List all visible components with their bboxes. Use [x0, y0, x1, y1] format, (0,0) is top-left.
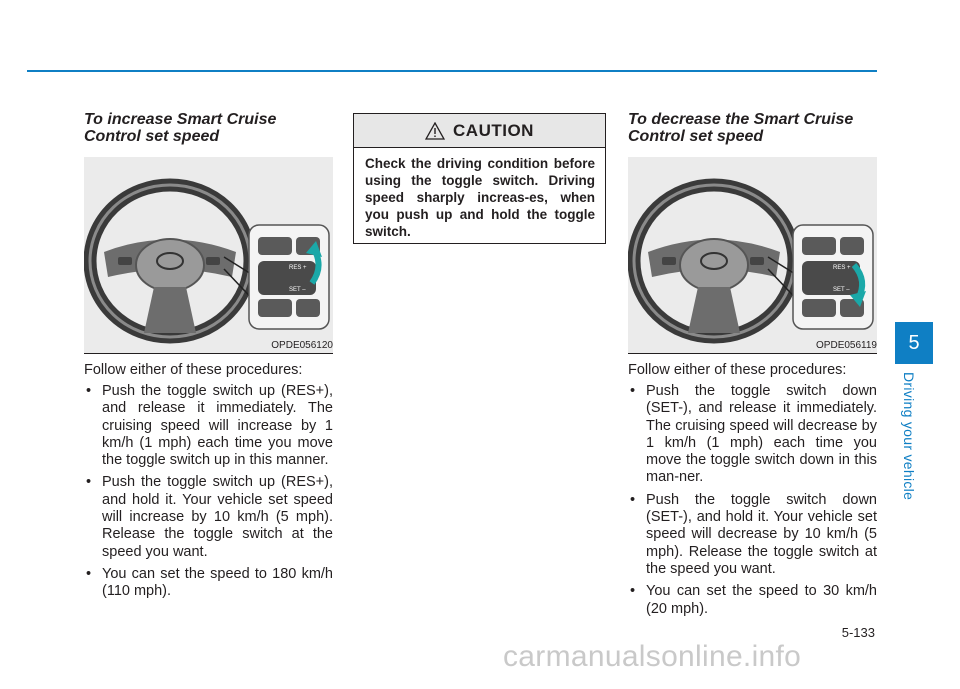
steering-wheel-image-increase [84, 157, 333, 353]
page-number: 5-133 [841, 625, 875, 640]
intro-text: Follow either of these procedures: [84, 362, 303, 378]
toggle-plus-label: RES + [833, 265, 851, 271]
list-item: • Push the toggle switch down (SET-), and release it immediately. The cruising speed will decrease by 1 km/h (1 mph) each time you move the toggle switch down in this man-ner. [628, 383, 877, 487]
list-item: • Push the toggle switch down (SET-), and hold it. Your vehicle set speed will decrease by 10 km/h (5 mph). Release the toggle switch at the speed you want. [628, 492, 877, 578]
steering-wheel-illustration [628, 157, 877, 353]
list-item: • Push the toggle switch up (RES+), and release it immediately. The cruising speed will increase by 1 km/h (1 mph) each time you move the toggle switch up in this manner. [84, 383, 333, 469]
toggle-minus-label: SET – [289, 287, 306, 293]
chapter-tab: 5 [895, 322, 933, 364]
top-rule [27, 70, 877, 72]
watermark: carmanualsonline.info [503, 640, 802, 673]
right-heading: To decrease the Smart Cruise Control set speed [628, 111, 854, 145]
steering-wheel-image-decrease [628, 157, 877, 353]
caution-box [353, 113, 606, 244]
right-bullet-list [628, 383, 877, 623]
warning-triangle-icon [425, 122, 445, 140]
image-code: OPDE056120 [271, 340, 333, 351]
list-item: • You can set the speed to 30 km/h (20 mph). [628, 583, 877, 618]
caution-text: Check the driving condition before using the toggle switch. Driving speed sharply increas-es, when you push up and hold the toggle switch. [365, 156, 595, 239]
figure-rule [628, 353, 877, 354]
figure-rule [84, 353, 333, 354]
intro-text: Follow either of these procedures: [628, 362, 847, 378]
steering-wheel-illustration [84, 157, 333, 353]
caution-title: CAUTION [453, 120, 534, 140]
toggle-minus-label: SET – [833, 287, 850, 293]
list-item: • Push the toggle switch up (RES+), and hold it. Your vehicle set speed will increase by 10 km/h (5 mph). Release the toggle switch at the speed you want. [84, 474, 333, 560]
toggle-plus-label: RES + [289, 265, 307, 271]
caution-header [354, 114, 605, 148]
chapter-title: Driving your vehicle [901, 372, 917, 501]
left-heading: To increase Smart Cruise Control set speed [84, 111, 277, 145]
list-item: • You can set the speed to 180 km/h (110 mph). [84, 566, 333, 601]
left-bullet-list [84, 383, 333, 606]
image-code: OPDE056119 [816, 340, 877, 351]
